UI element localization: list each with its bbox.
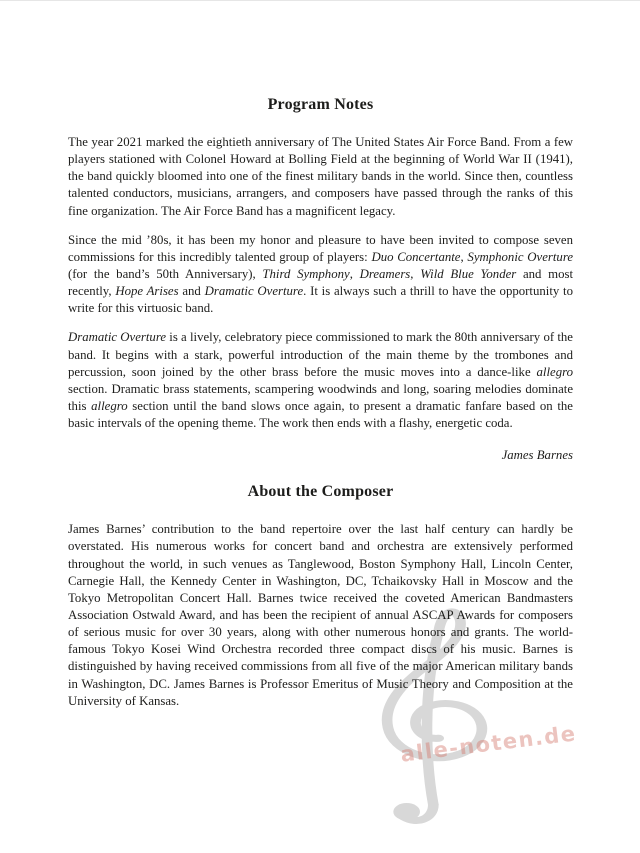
about-composer-body bbox=[68, 521, 573, 710]
paragraph: James Barnes’ contribution to the band repertoire over the last half century can hardly be overstated. His numerous works for concert band and orchestra are extensively performed throughout the world, in such venues as Tanglewood, Boston Symphony Hall, Lincoln Center, Carnegie Hall, the Kennedy Center in Washington, DC, Tchaikovsky Hall in Moscow and the Tokyo Metropolitan Concert Hall. Barnes twice received the coveted American Bandmasters Association Ostwald Award, and has been the recipient of annual ASCAP Awards for composers of serious music for over 30 years, along with other numerous honors and grants. The world-famous Tokyo Kosei Wind Orchestra recorded three compact discs of his music. Barnes is distinguished by having received commissions from all five of the major American military bands in Washington, DC. James Barnes is Professor Emeritus of Music Theory and Composition at the University of Kansas. bbox=[68, 522, 573, 708]
watermark-site-text: alle-noten.de bbox=[399, 721, 578, 767]
program-notes-body bbox=[68, 134, 573, 432]
paragraph: Since the mid ’80s, it has been my honor and pleasure to have been invited to compose seven commissions for this incredibly talented group of players: Duo Concertante, Symphonic Overture (for the band’s 50th Anniversary), Third Symphony, Dreamers, Wild Blue Yonder and most recently, Hope Arises and Dramatic Overture. It is always such a thrill to have the opportunity to write for this virtuosic band. bbox=[68, 232, 574, 316]
paragraph: The year 2021 marked the eightieth anniversary of The United States Air Force Band. From a few players stationed with Colonel Howard at Bolling Field at the beginning of World War II (1941), the band quickly bloomed into one of the finest military bands in the world. Since then, countless talented conductors, musicians, arrangers, and composers have passed through the ranks of this fine organization. The Air Force Band has a magnificent legacy. bbox=[68, 135, 573, 218]
section-about-composer bbox=[68, 483, 573, 710]
about-composer-heading: About the Composer bbox=[247, 483, 394, 501]
paragraph: Dramatic Overture is a lively, celebratory piece commissioned to mark the 80th anniversary of the band. It begins with a stark, powerful introduction of the main theme by the trombones and percussion, soon joined by the other brass before the music moves into a dance-like allegro section. Dramatic brass statements, scampering woodwinds and long, soaring melodies dominate this allegro section until the band slows once again, to present a dramatic fanfare based on the basic intervals of the opening theme. The work then ends with a flashy, energetic coda. bbox=[68, 330, 573, 431]
program-notes-heading: Program Notes bbox=[267, 96, 374, 113]
composer-signature: James Barnes bbox=[501, 448, 573, 463]
section-program-notes bbox=[68, 96, 573, 463]
